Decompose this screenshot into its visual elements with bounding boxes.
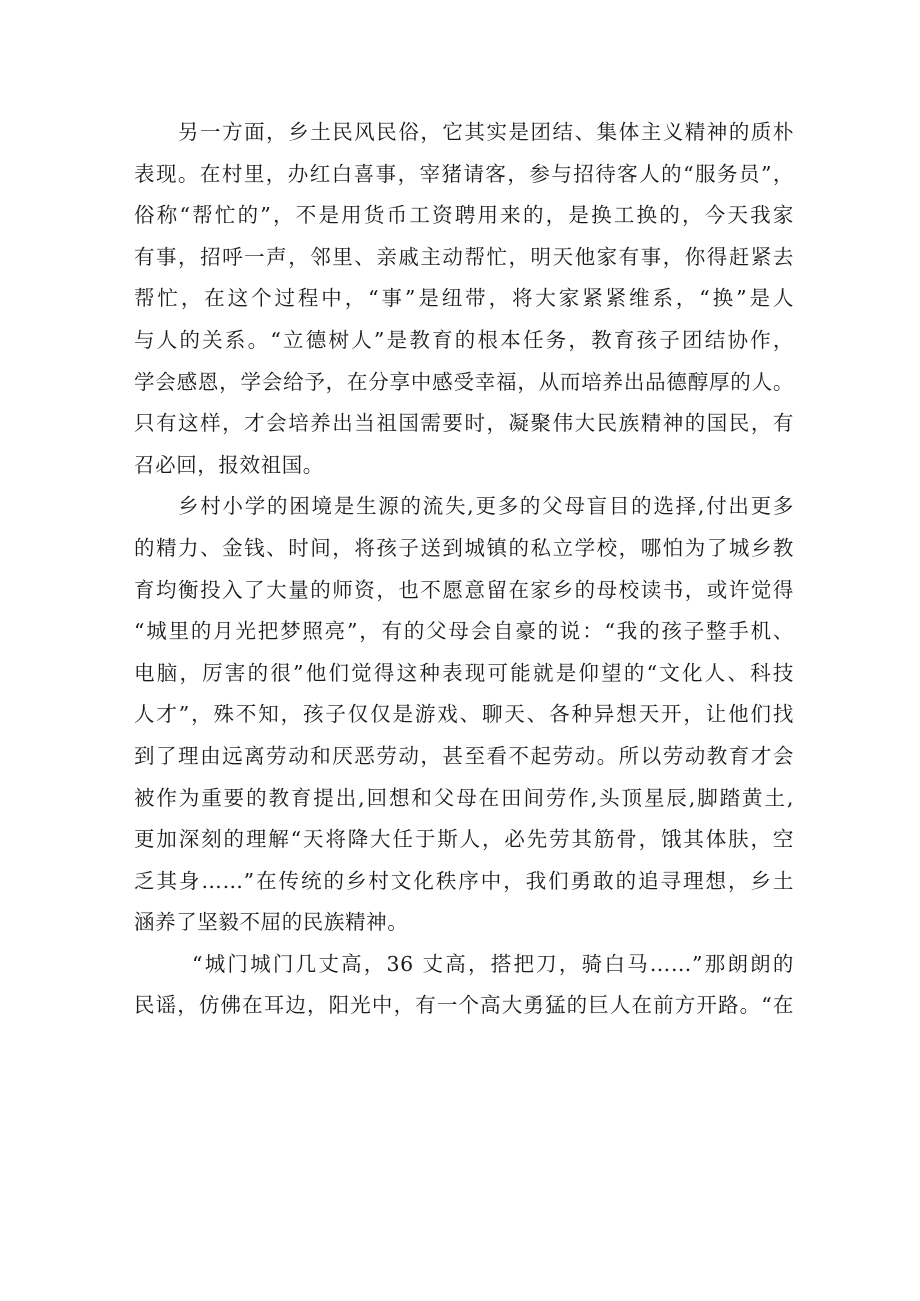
paragraph-2-line-3: 育均衡投入了大量的师资，也不愿意留在家乡的母校读书，或许觉得 (134, 577, 794, 602)
paragraph-1-line-3: 俗称“帮忙的”，不是用货币工资聘用来的，是换工换的，今天我家 (134, 203, 794, 228)
paragraph-1-line-2: 表现。在村里，办红白喜事，宰猪请客，参与招待客人的“服务员”， (134, 161, 794, 186)
paragraph-2-line-4: “城里的月光把梦照亮”，有的父母会自豪的说：“我的孩子整手机、 (134, 619, 794, 644)
paragraph-2-line-9: 更加深刻的理解“天将降大任于斯人，必先劳其筋骨，饿其体肤，空 (134, 827, 794, 852)
paragraph-1-line-7: 学会感恩，学会给予，在分享中感受幸福，从而培养出品德醇厚的人。 (134, 369, 794, 394)
paragraph-2-line-10: 乏其身……”在传统的乡村文化秩序中，我们勇敢的追寻理想，乡土 (134, 868, 794, 893)
paragraph-1-line-4: 有事，招呼一声，邻里、亲戚主动帮忙，明天他家有事，你得赶紧去 (134, 244, 794, 269)
paragraph-3-line-2: 民谣，仿佛在耳边，阳光中，有一个高大勇猛的巨人在前方开路。“在 (134, 993, 794, 1018)
paragraph-2-line-11: 涵养了坚毅不屈的民族精神。 (134, 910, 409, 935)
paragraph-3-line-1: “城门城门几丈高，36 丈高，搭把刀，骑白马……”那朗朗的 (192, 951, 794, 976)
paragraph-2-line-5: 电脑，厉害的很”他们觉得这种表现可能就是仰望的“文化人、科技 (134, 660, 794, 685)
paragraph-2-line-1: 乡村小学的困境是生源的流失,更多的父母盲目的选择,付出更多 (178, 494, 794, 519)
document-body (134, 112, 794, 1027)
paragraph-2-line-8: 被作为重要的教育提出,回想和父母在田间劳作,头顶星辰,脚踏黄土, (134, 785, 794, 810)
paragraph-1-line-8: 只有这样，才会培养出当祖国需要时，凝聚伟大民族精神的国民，有 (134, 411, 794, 436)
paragraph-1-line-9: 召必回，报效祖国。 (134, 452, 324, 477)
paragraph-2-line-2: 的精力、金钱、时间，将孩子送到城镇的私立学校，哪怕为了城乡教 (134, 535, 794, 560)
paragraph-2-line-6: 人才”，殊不知，孩子仅仅是游戏、聊天、各种异想天开，让他们找 (134, 702, 794, 727)
paragraph-2-line-7: 到了理由远离劳动和厌恶劳动，甚至看不起劳动。所以劳动教育才会 (134, 743, 794, 768)
paragraph-1-line-6: 与人的关系。“立德树人”是教育的根本任务，教育孩子团结协作， (134, 327, 794, 352)
paragraph-1-line-1: 另一方面，乡土民风民俗，它其实是团结、集体主义精神的质朴 (178, 120, 794, 144)
paragraph-1-line-5: 帮忙，在这个过程中，“事”是纽带，将大家紧紧维系，“换”是人 (134, 286, 794, 311)
